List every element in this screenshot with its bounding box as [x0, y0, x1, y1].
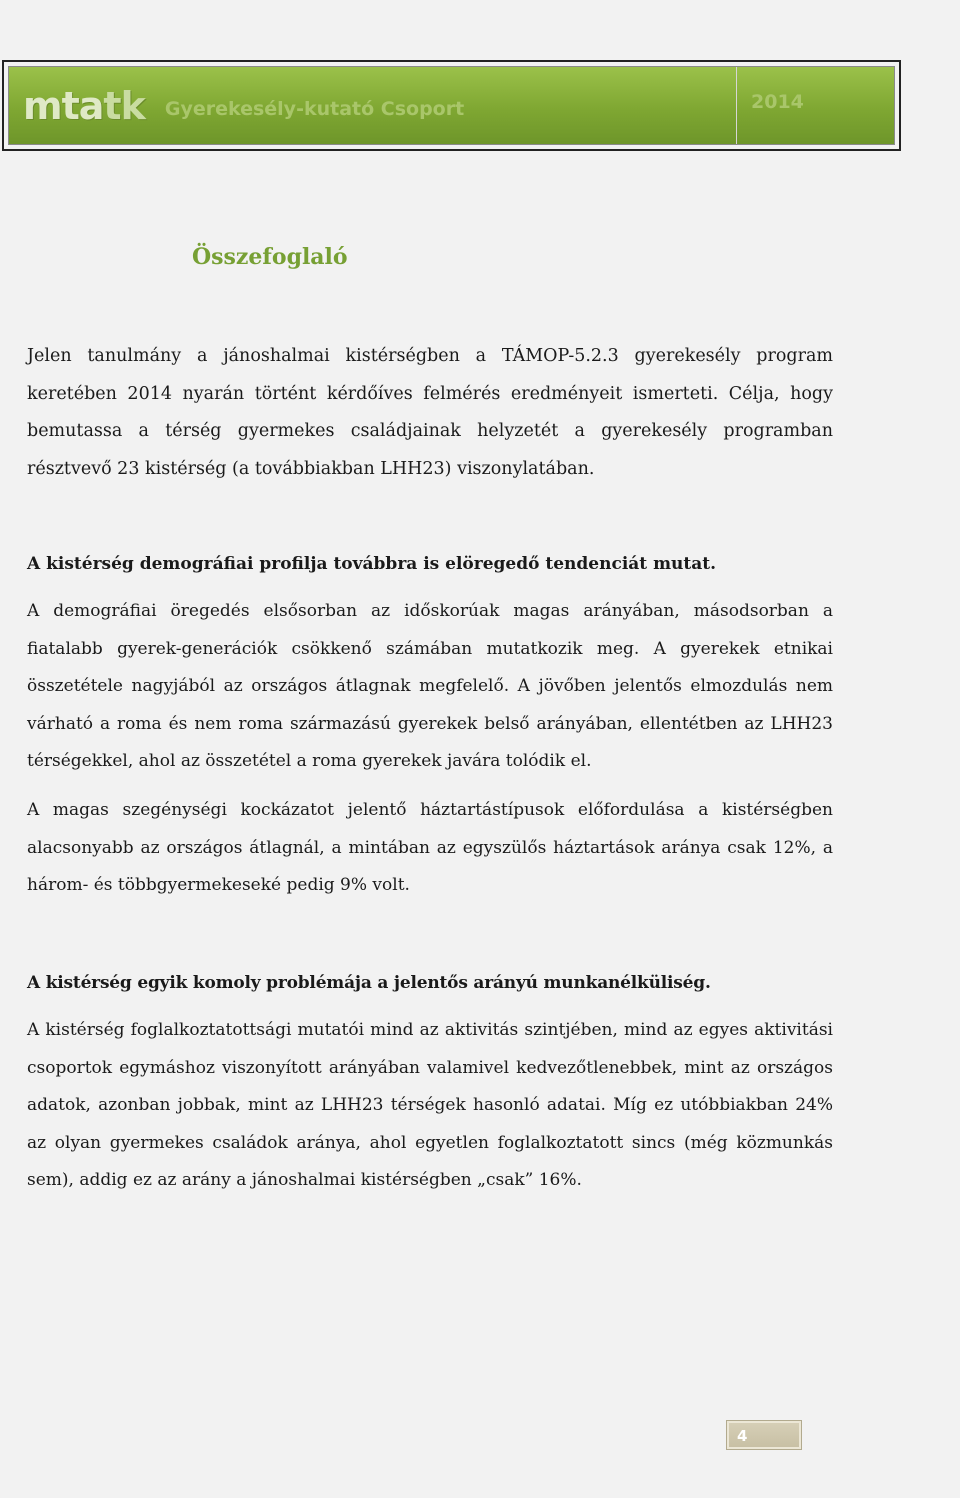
banner-right: [737, 67, 894, 144]
demography-paragraph: A demográfiai öregedés elsősorban az időskorúak magas arányában, másodsorban a fiatalabb gyerek-generációk csökkenő számában mutatkozik meg. A gyerekek etnikai összetétele nagyjából az országos átlagnak megfelelő. A jövőben jelentős elmozdulás nem várható a roma és nem roma származású gyerekek belső arányában, ellentétben az LHH23 térségekkel, ahol az összetétel a roma gyerekek javára tolódik el.: [27, 601, 833, 771]
demography-heading: A kistérség demográfiai profilja továbbra is elöregedő tendenciát mutat.: [27, 554, 717, 574]
employment-paragraph: A kistérség foglalkoztatottsági mutatói mind az aktivitás szintjében, mind az egyes aktivitási csoportok egymáshoz viszonyított arányában valamivel kedvezőtlenebbek, mint az országos adatok, azonban jobbak, mint az LHH23 térségek hasonló adatai. Míg ez utóbbiakban 24% az olyan gyermekes családok aránya, ahol egyetlen foglalkoztatott sincs (még közmunkás sem), addig ez az arány a jánoshalmai kistérségben „csak” 16%.: [27, 1020, 833, 1190]
intro-paragraph: Jelen tanulmány a jánoshalmai kistérségben a TÁMOP-5.2.3 gyerekesély program keretében 2014 nyarán történt kérdőíves felmérés eredményeit ismerteti. Célja, hogy bemutassa a térség gyermekes családjainak helyzetét a gyerekesély programban résztvevő 23 kistérség (a továbbiakban LHH23) viszonylatában.: [27, 346, 833, 479]
header-inner: [8, 66, 895, 145]
poverty-paragraph: A magas szegénységi kockázatot jelentő háztartástípusok előfordulása a kistérségben alacsonyabb az országos átlagnál, a mintában az egyszülős háztartások aránya csak 12%, a három- és többgyermekeseké pedig 9% volt.: [27, 800, 833, 895]
unemployment-heading: A kistérség egyik komoly problémája a jelentős arányú munkanélküliség.: [27, 973, 711, 993]
page-title: Összefoglaló: [192, 244, 348, 270]
page-number: 4: [737, 1427, 748, 1445]
logo-main: mta: [23, 83, 104, 128]
header-banner: [2, 60, 901, 151]
logo-suffix: tk: [103, 83, 145, 128]
mtatk-logo: [23, 84, 145, 128]
banner-left: [9, 67, 737, 144]
header-year: 2014: [751, 90, 804, 113]
page-number-box: [726, 1420, 802, 1450]
group-name: Gyerekesély-kutató Csoport: [164, 97, 465, 120]
